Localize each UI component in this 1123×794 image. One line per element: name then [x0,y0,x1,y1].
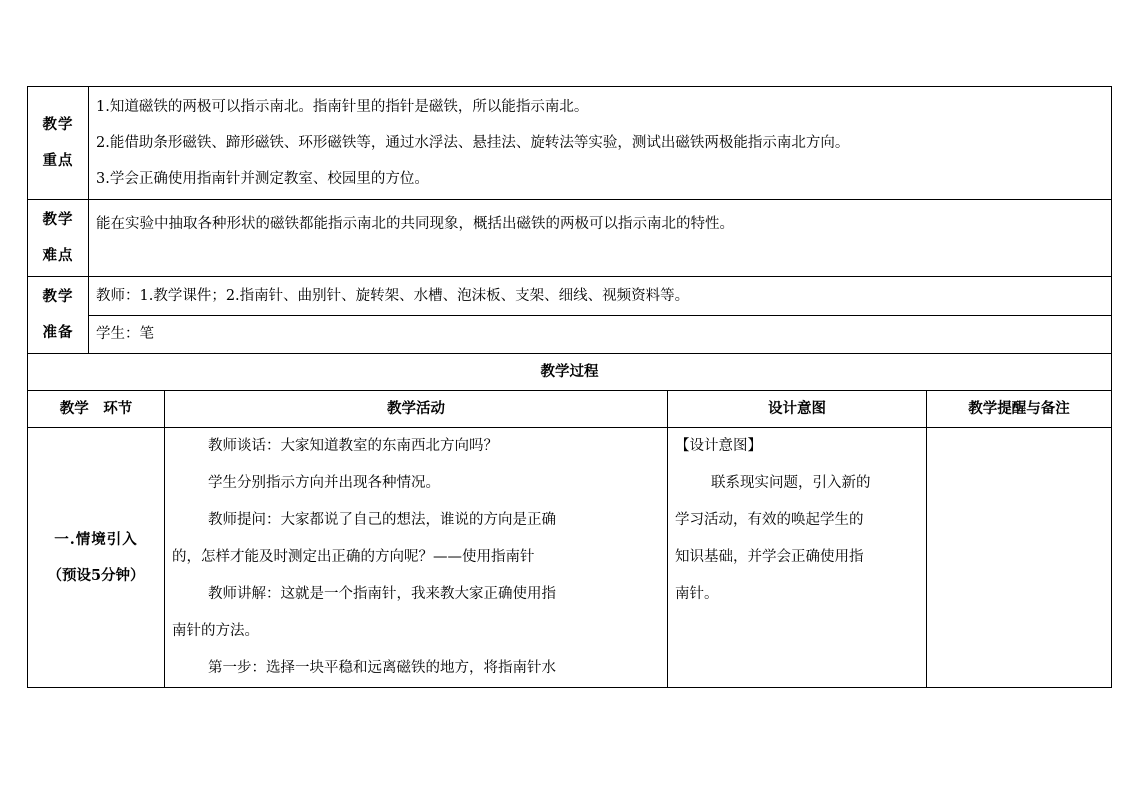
preparation-label [28,277,89,354]
activity-line: 第一步：选择一块平稳和远离磁铁的地方，将指南针水 [208,660,556,676]
difficulties-text: 能在实验中抽取各种形状的磁铁都能指示南北的共同现象，概括出磁铁的两极可以指示南北的特性。 [96,216,734,232]
stage-1-notes [927,428,1112,688]
stage-1-row [28,428,1112,688]
activity-line: 的，怎样才能及时测定出正确的方向呢？——使用指南针 [172,549,535,565]
preparation-student-text: 学生：笔 [96,326,154,343]
process-title-row [28,354,1112,391]
intent-line: 学习活动，有效的唤起学生的 [675,512,864,528]
preparation-teacher [89,277,1112,316]
preparation-label-line-2: 准备 [42,324,74,341]
process-title: 教学过程 [28,354,1112,391]
stage-1-intent [668,428,927,688]
intent-line: 联系现实问题，引入新的 [711,475,871,491]
process-header-row [28,391,1112,428]
intent-line: 【设计意图】 [675,438,762,454]
key-points-label-line-2: 重点 [42,152,74,169]
key-points-label [28,87,89,200]
stage-1-label [28,428,165,688]
activity-line: 教师谈话：大家知道教室的东南西北方向吗？ [208,438,498,454]
header-intent: 设计意图 [668,391,927,428]
stage-1-duration: （预设5分钟） [47,566,145,584]
stage-1-activity [165,428,668,688]
activity-line: 教师提问：大家都说了自己的想法，谁说的方向是正确 [208,512,556,528]
preparation-teacher-text: 教师：1.教学课件；2.指南针、曲别针、旋转架、水槽、泡沫板、支架、细线、视频资料等。 [96,287,690,304]
activity-line: 学生分别指示方向并出现各种情况。 [208,475,440,491]
difficulties-row [28,200,1112,277]
difficulties-label-line-2: 难点 [42,247,74,264]
intent-line: 知识基础，并学会正确使用指 [675,549,864,565]
lesson-plan-table [27,86,1112,688]
preparation-student [89,315,1112,354]
header-stage: 教学 环节 [28,391,165,428]
header-notes: 教学提醒与备注 [927,391,1112,428]
key-points-row [28,87,1112,200]
lesson-plan-page [27,86,1111,688]
key-point-item: 1.知道磁铁的两极可以指示南北。指南针里的指针是磁铁，所以能指示南北。 [96,99,589,115]
key-points-content [89,87,1112,200]
intent-line: 南针。 [675,586,719,602]
difficulties-content [89,200,1112,277]
key-point-item: 2.能借助条形磁铁、蹄形磁铁、环形磁铁等，通过水浮法、悬挂法、旋转法等实验，测试出磁铁两极能指示南北方向。 [96,135,850,151]
activity-line: 教师讲解：这就是一个指南针，我来教大家正确使用指 [208,586,556,602]
difficulties-label [28,200,89,277]
activity-line: 南针的方法。 [172,623,259,639]
difficulties-label-line-1: 教学 [42,211,74,228]
key-point-item: 3.学会正确使用指南针并测定教室、校园里的方位。 [96,171,429,187]
preparation-label-line-1: 教学 [42,288,74,305]
key-points-label-line-1: 教学 [42,116,74,133]
stage-1-name: 一.情境引入 [54,530,138,548]
preparation-row-student [28,315,1112,354]
preparation-row-teacher [28,277,1112,316]
header-activity: 教学活动 [165,391,668,428]
